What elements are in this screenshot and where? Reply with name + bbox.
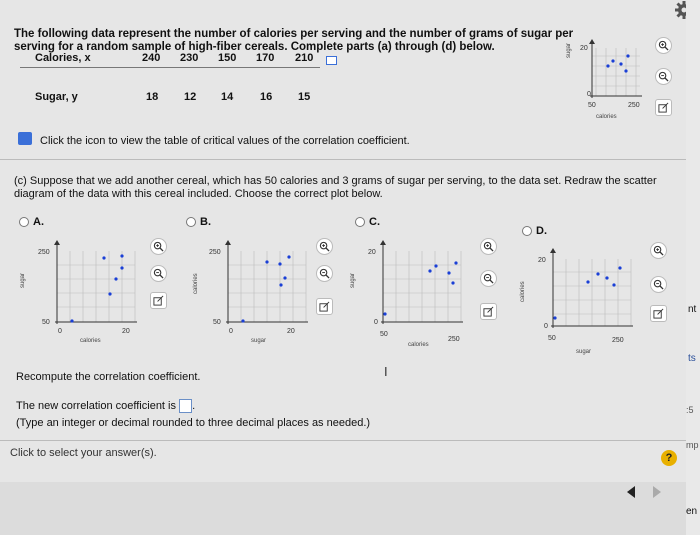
- popout-icon[interactable]: [316, 298, 333, 315]
- question-intro: The following data represent the number of calories per serving and the number of grams of sugar per serving for a random sample of high-fiber cereals. Complete parts (a) through (d) below.: [14, 28, 574, 53]
- zoom-in-icon[interactable]: [150, 238, 167, 255]
- svg-text:20: 20: [538, 257, 546, 264]
- zoom-out-icon[interactable]: [650, 276, 667, 293]
- option-d-label[interactable]: D.: [536, 225, 547, 237]
- part-c-text: (c) Suppose that we add another cereal, which has 50 calories and 3 grams of sugar per serving, to the data set. Redraw the scatter diagram of the data with this cereal included. Choose the correct plot below.: [14, 175, 657, 200]
- option-c-label[interactable]: C.: [369, 216, 380, 228]
- option-b-radio[interactable]: [186, 217, 196, 227]
- svg-text:sugar: sugar: [251, 338, 267, 344]
- zoom-out-icon[interactable]: [316, 265, 333, 282]
- table-row1-label: Calories, x: [35, 52, 91, 64]
- svg-text:250: 250: [209, 249, 221, 256]
- table-cell: 15: [298, 91, 311, 103]
- zoom-in-icon[interactable]: [480, 238, 497, 255]
- table-divider: [20, 67, 320, 68]
- svg-text:calories: calories: [193, 273, 199, 294]
- table-cell: 210: [295, 52, 314, 64]
- help-icon[interactable]: ?: [661, 450, 677, 466]
- new-coef-label: The new correlation coefficient is: [16, 399, 176, 412]
- popout-icon[interactable]: [655, 99, 672, 116]
- svg-text:calories: calories: [80, 338, 101, 344]
- side-fragment: :5: [686, 405, 694, 415]
- text-cursor-icon: I: [384, 364, 388, 379]
- table-link[interactable]: Click the icon to view the table of critical values of the correlation coefficient.: [40, 135, 410, 147]
- svg-text:0: 0: [229, 328, 233, 335]
- svg-text:calories: calories: [408, 342, 429, 346]
- zoom-out-icon[interactable]: [480, 270, 497, 287]
- option-a-label[interactable]: A.: [33, 216, 44, 228]
- svg-text:250: 250: [38, 249, 50, 256]
- zoom-in-icon[interactable]: [316, 238, 333, 255]
- click-to-select-text: Click to select your answer(s).: [10, 447, 157, 459]
- svg-text:0: 0: [544, 323, 548, 330]
- table-cell: 240: [142, 52, 161, 64]
- table-row2-label: Sugar, y: [35, 91, 78, 103]
- x-tick: 250: [628, 102, 640, 109]
- svg-text:20: 20: [122, 328, 130, 335]
- svg-text:50: 50: [42, 319, 50, 326]
- scatter-plot-option-a: [14, 238, 144, 346]
- type-hint: (Type an integer or decimal rounded to three decimal places as needed.): [16, 417, 371, 429]
- table-icon[interactable]: [18, 132, 32, 145]
- divider: [0, 440, 686, 441]
- svg-text:20: 20: [368, 249, 376, 256]
- next-arrow-icon[interactable]: [653, 486, 661, 498]
- zoom-in-icon[interactable]: [655, 37, 672, 54]
- table-cell: 150: [218, 52, 237, 64]
- svg-text:50: 50: [213, 319, 221, 326]
- table-cell: 18: [146, 91, 159, 103]
- table-cell: 14: [221, 91, 234, 103]
- zoom-out-icon[interactable]: [150, 265, 167, 282]
- point: [619, 62, 622, 65]
- scatter-plot-option-d: [510, 238, 645, 356]
- popout-icon[interactable]: [480, 303, 497, 320]
- svg-text:250: 250: [448, 336, 460, 343]
- svg-text:calories: calories: [520, 281, 526, 302]
- side-fragment: mp: [686, 440, 699, 450]
- option-b-label[interactable]: B.: [200, 216, 211, 228]
- svg-text:50: 50: [380, 331, 388, 338]
- table-cell: 230: [180, 52, 199, 64]
- answer-input[interactable]: [179, 399, 192, 413]
- zoom-out-icon[interactable]: [655, 68, 672, 85]
- recompute-text: Recompute the correlation coefficient.: [16, 371, 201, 383]
- zoom-in-icon[interactable]: [650, 242, 667, 259]
- x-tick: 50: [588, 102, 596, 109]
- table-cell: 12: [184, 91, 197, 103]
- prev-arrow-icon[interactable]: [627, 486, 635, 498]
- scatter-plot-option-b: [185, 238, 315, 346]
- svg-text:sugar: sugar: [576, 349, 592, 355]
- option-c-radio[interactable]: [355, 217, 365, 227]
- table-cell: 16: [260, 91, 273, 103]
- point: [624, 69, 627, 72]
- side-fragment: nt: [688, 304, 697, 315]
- scatter-plot-part-a: [566, 36, 648, 122]
- point: [611, 59, 614, 62]
- popout-icon[interactable]: [150, 292, 167, 309]
- popout-icon[interactable]: [650, 305, 667, 322]
- svg-text:50: 50: [548, 335, 556, 342]
- svg-text:sugar: sugar: [20, 272, 26, 288]
- svg-text:20: 20: [287, 328, 295, 335]
- divider: [0, 159, 686, 160]
- y-tick: 0: [587, 91, 591, 98]
- axis-label-y: sugar: [566, 42, 572, 58]
- side-fragment: ts: [688, 353, 696, 364]
- scatter-plot-option-c: [340, 238, 475, 346]
- new-coef-row: The new correlation coefficient is .: [16, 399, 196, 412]
- svg-text:250: 250: [612, 337, 624, 344]
- point: [626, 54, 629, 57]
- table-cell: 170: [256, 52, 275, 64]
- side-panel: [686, 0, 700, 535]
- axis-label-x: calories: [596, 114, 617, 120]
- point: [606, 64, 609, 67]
- side-fragment: en: [686, 506, 698, 517]
- y-tick: 20: [580, 45, 588, 52]
- copy-table-icon[interactable]: [326, 56, 337, 65]
- option-a-radio[interactable]: [19, 217, 29, 227]
- svg-text:0: 0: [374, 319, 378, 326]
- svg-text:0: 0: [58, 328, 62, 335]
- option-d-radio[interactable]: [522, 226, 532, 236]
- svg-text:sugar: sugar: [350, 272, 356, 288]
